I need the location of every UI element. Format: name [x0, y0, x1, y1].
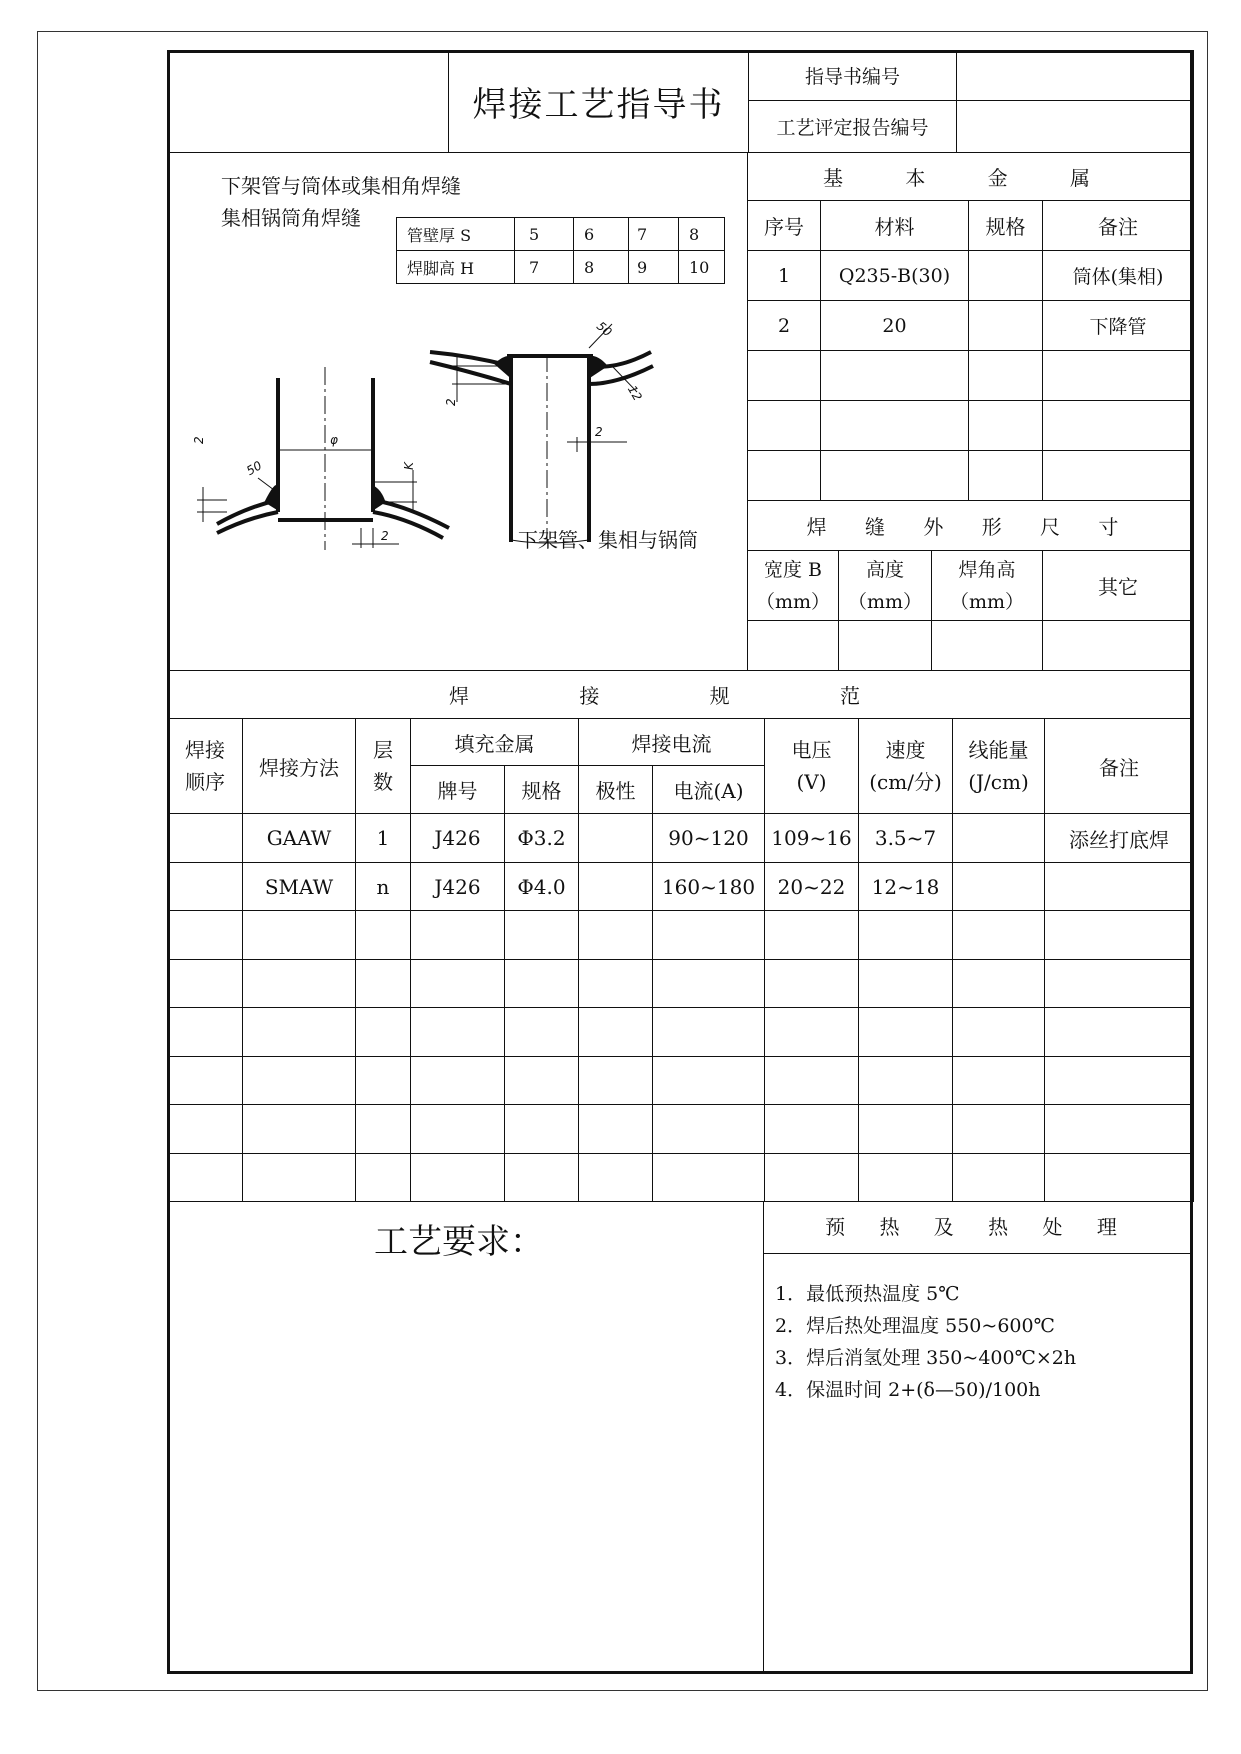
spec-cell — [356, 1056, 411, 1104]
base-metal-cell: 筒体(集相) — [1043, 251, 1194, 301]
layer-header — [356, 719, 411, 814]
base-metal-cell: Q235-B(30) — [821, 251, 969, 301]
right-fillet-weld — [495, 356, 511, 378]
weld-dim-value — [748, 621, 839, 671]
spec-cell — [411, 1153, 505, 1201]
pqr-no-label: 工艺评定报告编号 — [749, 101, 957, 153]
spec-cell — [859, 1153, 953, 1201]
spec-cell — [168, 862, 243, 910]
spec-cell — [953, 1153, 1045, 1201]
spec-cell — [953, 1008, 1045, 1056]
spec-cell: GAAW — [243, 814, 356, 862]
spec-cell — [243, 1056, 356, 1104]
spec-cell — [1045, 1056, 1194, 1104]
spec-cell — [579, 862, 653, 910]
spec-cell — [579, 959, 653, 1007]
spec-cell — [1045, 959, 1194, 1007]
polarity-header: 极性 — [579, 765, 653, 813]
table-row — [748, 351, 1194, 401]
base-metal-cell: 20 — [821, 301, 969, 351]
amps-header: 电流(A) — [653, 765, 765, 813]
dim-leader — [258, 478, 274, 490]
spec-cell — [653, 1105, 765, 1153]
table-row — [168, 1153, 1194, 1201]
wall-thickness-value: 8 — [679, 218, 725, 251]
spec-cell — [765, 959, 859, 1007]
table-row — [168, 911, 1194, 959]
spec-cell: 20~22 — [765, 862, 859, 910]
dim-2: 2 — [444, 398, 458, 406]
spec-cell — [505, 1153, 579, 1201]
spec-cell — [765, 1056, 859, 1104]
spec-cell — [356, 1105, 411, 1153]
leg-height-value: 7 — [515, 251, 574, 284]
weld-joint-sketch — [167, 152, 747, 670]
spec-cell — [579, 911, 653, 959]
spec-cell — [1045, 1105, 1194, 1153]
voltage-header — [765, 719, 859, 814]
spec-cell — [859, 1105, 953, 1153]
spec-cell — [168, 814, 243, 862]
spec-cell — [168, 911, 243, 959]
weld-dim-value — [1043, 621, 1194, 671]
base-metal-cell — [969, 351, 1043, 401]
seq-header-line: 顺序 — [185, 770, 225, 795]
current-header: 焊接电流 — [579, 719, 765, 765]
layer-header-line: 层 — [373, 738, 393, 763]
spec-cell — [653, 959, 765, 1007]
spec-cell — [953, 911, 1045, 959]
spec-cell — [765, 1008, 859, 1056]
list-item: 3．焊后消氢处理 350~400℃×2h — [775, 1347, 1077, 1369]
spec-cell — [356, 959, 411, 1007]
brand-header: 牌号 — [411, 765, 505, 813]
base-metal-cell — [821, 351, 969, 401]
weld-dim-value — [932, 621, 1043, 671]
spec-cell — [953, 1056, 1045, 1104]
base-metal-cell — [1043, 351, 1194, 401]
dim-phi: φ — [330, 433, 338, 447]
list-item: 2．焊后热处理温度 550~600℃ — [775, 1315, 1055, 1337]
spec-cell — [243, 1105, 356, 1153]
welding-spec-table — [167, 670, 1194, 1202]
spec-cell — [765, 1153, 859, 1201]
filler-header: 填充金属 — [411, 719, 579, 765]
spec-cell — [411, 1056, 505, 1104]
spec-cell — [579, 1008, 653, 1056]
dim-2: 2 — [192, 436, 206, 444]
heat-treatment-header — [763, 1202, 1193, 1254]
spec-cell: 12~18 — [859, 862, 953, 910]
base-metal-title: 基 本 金 属 — [748, 153, 1194, 201]
table-row — [168, 862, 1194, 910]
dim-12: 12 — [624, 383, 645, 404]
sketch-caption-2: 集相锅筒角焊缝 — [221, 206, 361, 230]
list-item: 4．保温时间 2+(δ—50)/100h — [775, 1379, 1041, 1401]
spec-cell — [505, 1008, 579, 1056]
dim-2: 2 — [595, 425, 603, 439]
spec-cell — [579, 1105, 653, 1153]
spec-cell — [505, 911, 579, 959]
spec-cell: Φ3.2 — [505, 814, 579, 862]
spec-cell: SMAW — [243, 862, 356, 910]
spec-cell — [653, 911, 765, 959]
leg-height-value: 9 — [629, 251, 679, 284]
base-metal-header: 备注 — [1043, 201, 1194, 251]
base-metal-cell: 2 — [748, 301, 821, 351]
spec-cell — [356, 1008, 411, 1056]
table-row — [748, 401, 1194, 451]
dim-k: K — [402, 462, 416, 470]
spec-cell — [243, 911, 356, 959]
wall-thickness-value: 5 — [515, 218, 574, 251]
guide-no-label: 指导书编号 — [749, 51, 957, 101]
spec-cell — [411, 911, 505, 959]
energy-header-line: (J/cm) — [968, 770, 1029, 795]
spec-cell — [579, 1153, 653, 1201]
table-row — [748, 451, 1194, 501]
sketch-caption-1: 下架管与筒体或集相角焊缝 — [221, 174, 461, 198]
spec-cell — [168, 1153, 243, 1201]
spec-cell — [765, 911, 859, 959]
guide-no-value[interactable] — [957, 51, 1194, 101]
spec-cell: 1 — [356, 814, 411, 862]
spec-cell — [356, 911, 411, 959]
width-label: 宽度 B — [763, 558, 822, 581]
voltage-header-line: 电压 — [791, 738, 832, 763]
list-item: 1．最低预热温度 5℃ — [775, 1283, 960, 1305]
energy-header-line: 线能量 — [968, 738, 1029, 763]
document-title: 焊接工艺指导书 — [449, 51, 749, 153]
base-metal-table — [747, 152, 1194, 501]
spec-cell: 160~180 — [653, 862, 765, 910]
heat-treatment-list — [775, 1278, 1076, 1406]
spec-cell — [168, 1008, 243, 1056]
remark-header: 备注 — [1045, 719, 1194, 814]
layer-header-line: 数 — [373, 770, 393, 795]
speed-header-line: (cm/分) — [869, 770, 942, 795]
spec-cell — [579, 814, 653, 862]
fillet-unit: （mm） — [949, 590, 1025, 613]
heat-treatment-title: 预 热 及 热 处 理 — [825, 1215, 1131, 1239]
base-metal-cell — [1043, 401, 1194, 451]
table-row — [168, 1056, 1194, 1104]
voltage-header-line: (V) — [796, 770, 827, 795]
spec-cell — [953, 862, 1045, 910]
base-metal-header: 规格 — [969, 201, 1043, 251]
spec-cell — [411, 1105, 505, 1153]
spec-cell — [653, 1008, 765, 1056]
seq-header — [168, 719, 243, 814]
size-header: 规格 — [505, 765, 579, 813]
height-unit: （mm） — [847, 590, 923, 613]
left-drum-inner — [217, 512, 278, 533]
process-requirements — [167, 1202, 764, 1674]
spec-cell: 109~16 — [765, 814, 859, 862]
base-metal-cell — [748, 351, 821, 401]
dim-2: 2 — [381, 529, 389, 543]
spec-cell — [1045, 1008, 1194, 1056]
fillet-header — [932, 551, 1043, 621]
spec-cell: 90~120 — [653, 814, 765, 862]
header-table — [167, 50, 1194, 153]
base-metal-cell — [969, 451, 1043, 501]
spec-cell — [505, 959, 579, 1007]
leg-height-value: 8 — [574, 251, 629, 284]
spec-cell — [859, 1008, 953, 1056]
height-header — [839, 551, 932, 621]
base-metal-header: 材料 — [821, 201, 969, 251]
dim-50: 50 — [593, 318, 615, 340]
spec-cell — [168, 959, 243, 1007]
spec-cell — [765, 1105, 859, 1153]
base-metal-cell — [748, 451, 821, 501]
base-metal-cell — [821, 451, 969, 501]
spec-cell: n — [356, 862, 411, 910]
energy-header — [953, 719, 1045, 814]
right-fillet-weld — [589, 356, 607, 378]
spec-cell: J426 — [411, 814, 505, 862]
speed-header — [859, 719, 953, 814]
spec-cell — [356, 1153, 411, 1201]
leg-height-value: 10 — [679, 251, 725, 284]
base-metal-cell — [969, 301, 1043, 351]
table-row — [168, 959, 1194, 1007]
spec-cell — [243, 1153, 356, 1201]
left-fillet-weld — [373, 486, 385, 510]
base-metal-cell — [969, 401, 1043, 451]
spec-cell: J426 — [411, 862, 505, 910]
process-req-title: 工艺要求： — [374, 1222, 544, 1262]
spec-cell — [859, 1056, 953, 1104]
spec-cell: 添丝打底焊 — [1045, 814, 1194, 862]
width-header — [748, 551, 839, 621]
other-header: 其它 — [1043, 551, 1194, 621]
wall-thickness-value: 7 — [629, 218, 679, 251]
table-row — [168, 1008, 1194, 1056]
left-fillet-weld — [265, 485, 278, 510]
spec-cell — [243, 1008, 356, 1056]
weld-dimensions-table — [747, 500, 1194, 671]
base-metal-cell: 下降管 — [1043, 301, 1194, 351]
base-metal-cell — [821, 401, 969, 451]
spec-cell — [505, 1056, 579, 1104]
spec-cell — [1045, 862, 1194, 910]
spec-cell — [411, 959, 505, 1007]
dim-50: 50 — [244, 458, 265, 479]
seq-header-line: 焊接 — [185, 738, 225, 763]
table-row — [748, 621, 1194, 671]
pqr-no-value[interactable] — [957, 101, 1194, 153]
weld-dims-title: 焊 缝 外 形 尺 寸 — [748, 501, 1194, 551]
spec-cell — [653, 1153, 765, 1201]
base-metal-header: 序号 — [748, 201, 821, 251]
leg-height-label: 焊脚高 H — [397, 251, 515, 284]
sketch-bottom-caption: 下架管、集相与锅筒 — [518, 528, 698, 552]
spec-cell — [168, 1105, 243, 1153]
spec-cell — [1045, 911, 1194, 959]
weld-dim-value — [839, 621, 932, 671]
table-row — [748, 251, 1194, 301]
fillet-label: 焊角高 — [958, 558, 1016, 581]
spec-cell — [168, 1056, 243, 1104]
spec-cell — [953, 1105, 1045, 1153]
spec-cell — [505, 1105, 579, 1153]
spec-cell — [579, 1056, 653, 1104]
height-label: 高度 — [865, 558, 904, 581]
base-metal-cell — [1043, 451, 1194, 501]
welding-spec-title: 焊 接 规 范 — [168, 671, 1194, 719]
base-metal-cell — [969, 251, 1043, 301]
wall-thickness-value: 6 — [574, 218, 629, 251]
spec-cell — [953, 814, 1045, 862]
spec-cell: Φ4.0 — [505, 862, 579, 910]
spec-cell — [653, 1056, 765, 1104]
spec-cell: 3.5~7 — [859, 814, 953, 862]
spec-cell — [859, 959, 953, 1007]
table-row — [168, 1105, 1194, 1153]
table-row — [168, 814, 1194, 862]
base-metal-cell: 1 — [748, 251, 821, 301]
spec-cell — [859, 911, 953, 959]
logo-cell — [168, 51, 449, 153]
speed-header-line: 速度 — [885, 738, 926, 763]
sketch-area — [167, 152, 748, 670]
base-metal-cell — [748, 401, 821, 451]
table-row — [748, 301, 1194, 351]
width-unit: （mm） — [755, 590, 831, 613]
spec-cell — [953, 959, 1045, 1007]
wall-thickness-label: 管壁厚 S — [397, 218, 515, 251]
method-header: 焊接方法 — [243, 719, 356, 814]
spec-cell — [411, 1008, 505, 1056]
spec-cell — [1045, 1153, 1194, 1201]
spec-cell — [243, 959, 356, 1007]
